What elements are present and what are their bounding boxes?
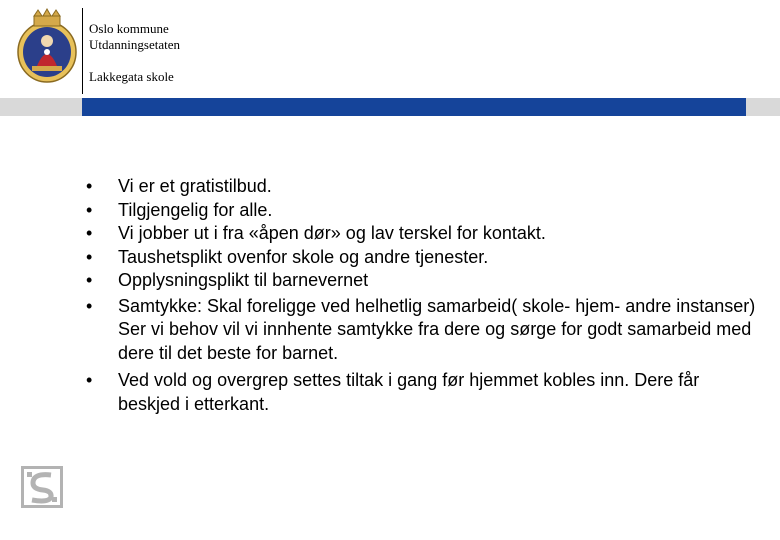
bullet-icon: • [86, 295, 93, 316]
list-item [86, 246, 766, 270]
list-item [86, 199, 766, 223]
bullet-icon: • [86, 199, 93, 220]
school-name: Lakkegata skole [89, 69, 174, 84]
list-item [86, 369, 766, 416]
organization-name: Oslo kommune [89, 21, 169, 36]
department-name: Utdanningsetaten [89, 37, 180, 52]
bullet-icon: • [86, 370, 93, 390]
list-item-text: Samtykke: Skal foreligge ved helhetlig samarbeid( skole- hjem- andre instanser) Ser vi behov vil vi innhente samtykke fra dere og sørge for godt samarbeid med dere til det beste for barnet. [118, 295, 756, 363]
header-divider [82, 8, 83, 94]
bullet-list [86, 175, 766, 416]
list-item [86, 175, 766, 199]
bullet-icon: • [86, 270, 93, 290]
list-item [86, 269, 766, 293]
list-item-text: Vi jobber ut i fra «åpen dør» og lav terskel for kontakt. [118, 223, 546, 243]
list-item [86, 222, 766, 246]
list-item-text: Tilgjengelig for alle. [118, 199, 273, 220]
bullet-icon: • [86, 246, 93, 267]
oslo-coat-of-arms-icon [14, 8, 80, 84]
oslo-kommune-symbol-icon [21, 466, 63, 508]
list-item-text: Taushetsplikt ovenfor skole og andre tjenester. [118, 246, 489, 267]
bullet-icon: • [86, 223, 93, 243]
header-band-accent [82, 98, 746, 116]
list-item-text: Vi er et gratistilbud. [118, 176, 272, 196]
bullet-icon: • [86, 176, 93, 196]
list-item-text: Opplysningsplikt til barnevernet [118, 270, 369, 290]
list-item-text: Ved vold og overgrep settes tiltak i gang før hjemmet kobles inn. Dere får beskjed i etterkant. [118, 370, 700, 414]
list-item [86, 295, 766, 366]
